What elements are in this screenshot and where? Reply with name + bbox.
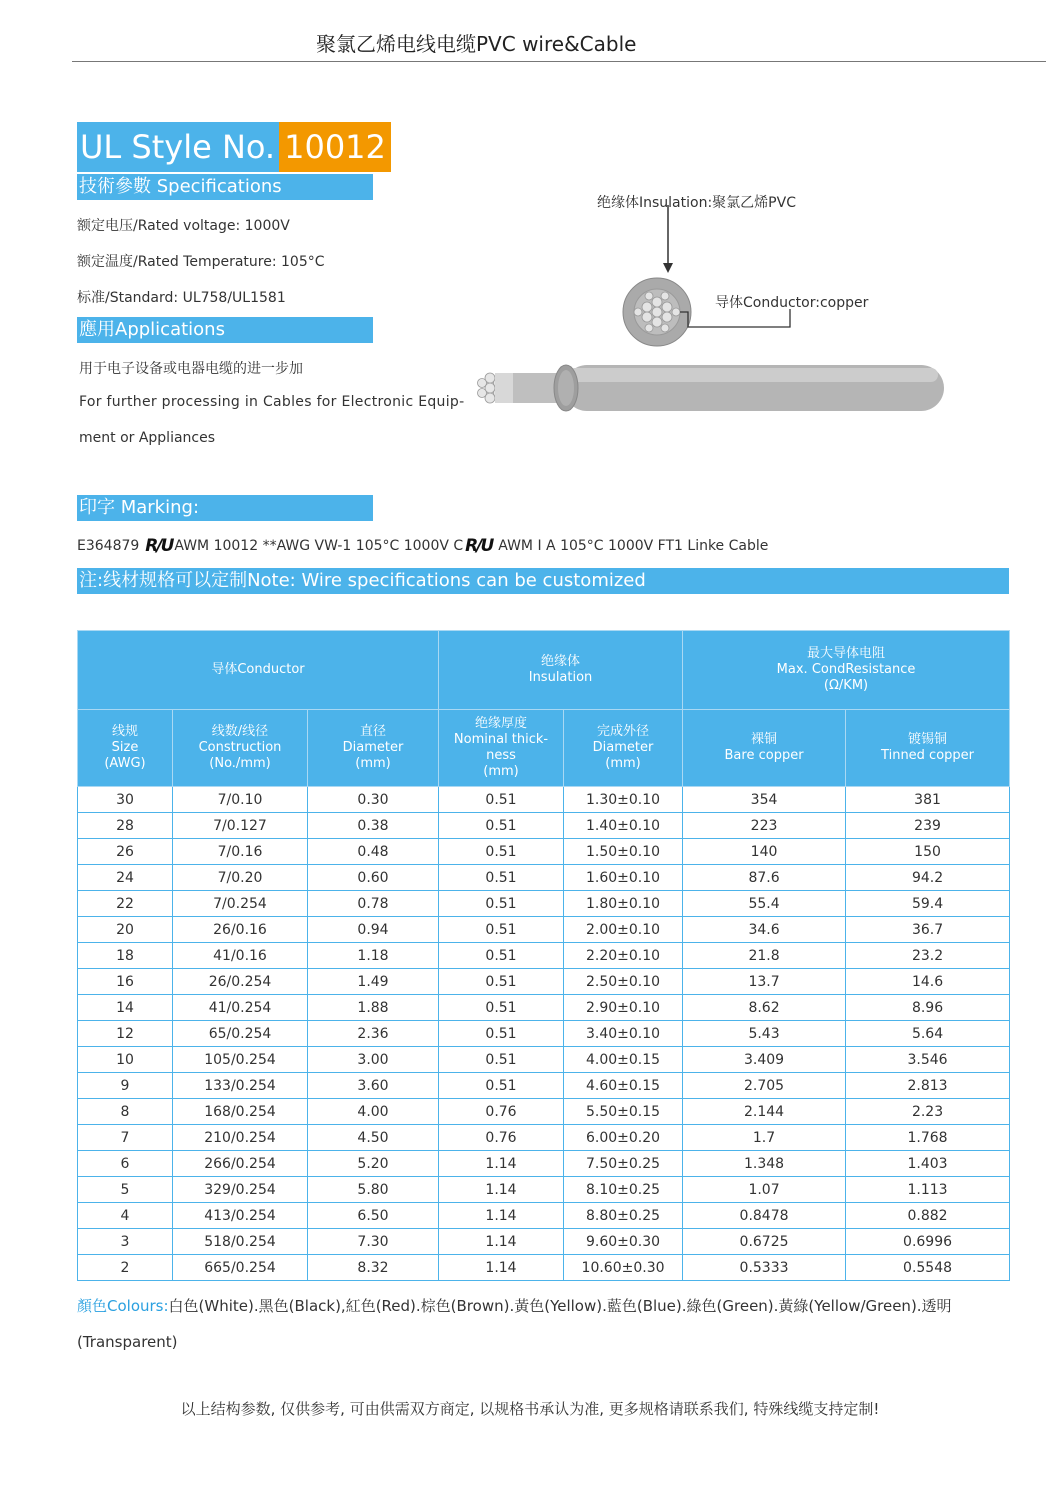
table-group-header-row xyxy=(78,631,1010,710)
table-row xyxy=(78,1255,1010,1281)
table-row xyxy=(78,1125,1010,1151)
cell-construction: 105/0.254 xyxy=(173,1047,308,1073)
table-row xyxy=(78,1177,1010,1203)
cell-bare-copper: 140 xyxy=(683,839,846,865)
cell-construction: 329/0.254 xyxy=(173,1177,308,1203)
cell-finished-diameter: 9.60±0.30 xyxy=(564,1229,683,1255)
conductor-label: 导体Conductor:copper xyxy=(715,295,869,311)
table-row xyxy=(78,917,1010,943)
cell-conductor-diameter: 0.78 xyxy=(308,891,439,917)
table-row xyxy=(78,813,1010,839)
cell-nominal-thickness: 0.51 xyxy=(439,969,564,995)
cell-size: 16 xyxy=(78,969,173,995)
applications-text-cn: 用于电子设备或电器电缆的进一步加 xyxy=(79,361,303,377)
cell-bare-copper: 0.6725 xyxy=(683,1229,846,1255)
cell-construction: 7/0.127 xyxy=(173,813,308,839)
cell-finished-diameter: 2.20±0.10 xyxy=(564,943,683,969)
cell-tinned-copper: 23.2 xyxy=(846,943,1010,969)
cell-conductor-diameter: 1.49 xyxy=(308,969,439,995)
cell-size: 26 xyxy=(78,839,173,865)
marking-heading: 印字 Marking: xyxy=(77,495,373,521)
table-row xyxy=(78,969,1010,995)
cell-conductor-diameter: 3.00 xyxy=(308,1047,439,1073)
cell-size: 18 xyxy=(78,943,173,969)
col-header-tinned-copper: 镀锡铜 Tinned copper xyxy=(846,710,1010,787)
cell-nominal-thickness: 1.14 xyxy=(439,1177,564,1203)
cell-conductor-diameter: 0.94 xyxy=(308,917,439,943)
table-row xyxy=(78,1073,1010,1099)
ul-style-number: 10012 xyxy=(279,122,391,172)
cell-construction: 518/0.254 xyxy=(173,1229,308,1255)
table-row xyxy=(78,891,1010,917)
cell-nominal-thickness: 0.51 xyxy=(439,839,564,865)
cell-finished-diameter: 4.00±0.15 xyxy=(564,1047,683,1073)
cell-construction: 26/0.254 xyxy=(173,969,308,995)
cell-size: 22 xyxy=(78,891,173,917)
cell-finished-diameter: 1.30±0.10 xyxy=(564,787,683,813)
cell-nominal-thickness: 0.76 xyxy=(439,1099,564,1125)
cell-size: 7 xyxy=(78,1125,173,1151)
cell-size: 3 xyxy=(78,1229,173,1255)
cell-size: 9 xyxy=(78,1073,173,1099)
cell-size: 30 xyxy=(78,787,173,813)
cell-size: 5 xyxy=(78,1177,173,1203)
cell-finished-diameter: 1.40±0.10 xyxy=(564,813,683,839)
cell-conductor-diameter: 8.32 xyxy=(308,1255,439,1281)
cell-size: 20 xyxy=(78,917,173,943)
cell-finished-diameter: 7.50±0.25 xyxy=(564,1151,683,1177)
cell-size: 28 xyxy=(78,813,173,839)
specification-table xyxy=(77,630,1010,1281)
cell-conductor-diameter: 0.60 xyxy=(308,865,439,891)
cell-nominal-thickness: 0.51 xyxy=(439,1047,564,1073)
cell-size: 24 xyxy=(78,865,173,891)
cell-bare-copper: 87.6 xyxy=(683,865,846,891)
cell-finished-diameter: 5.50±0.15 xyxy=(564,1099,683,1125)
table-row xyxy=(78,943,1010,969)
cell-size: 12 xyxy=(78,1021,173,1047)
cell-bare-copper: 34.6 xyxy=(683,917,846,943)
cell-construction: 65/0.254 xyxy=(173,1021,308,1047)
cell-nominal-thickness: 0.51 xyxy=(439,995,564,1021)
cell-tinned-copper: 1.403 xyxy=(846,1151,1010,1177)
table-row xyxy=(78,1099,1010,1125)
cell-size: 10 xyxy=(78,1047,173,1073)
cell-finished-diameter: 1.50±0.10 xyxy=(564,839,683,865)
ul-style-label: UL Style No. xyxy=(77,122,279,172)
table-body xyxy=(78,787,1010,1281)
cell-conductor-diameter: 5.20 xyxy=(308,1151,439,1177)
cell-conductor-diameter: 0.38 xyxy=(308,813,439,839)
colours-section xyxy=(77,1288,1027,1360)
cell-bare-copper: 0.8478 xyxy=(683,1203,846,1229)
applications-heading: 應用Applications xyxy=(77,317,373,343)
cell-bare-copper: 55.4 xyxy=(683,891,846,917)
cell-bare-copper: 223 xyxy=(683,813,846,839)
cell-tinned-copper: 2.23 xyxy=(846,1099,1010,1125)
cell-conductor-diameter: 4.50 xyxy=(308,1125,439,1151)
resistance-group-header: 最大导体电阻 Max. CondResistance (Ω/KM) xyxy=(683,631,1010,710)
cell-tinned-copper: 3.546 xyxy=(846,1047,1010,1073)
insulation-label: 绝缘体Insulation:聚氯乙烯PVC xyxy=(597,195,796,211)
cell-conductor-diameter: 3.60 xyxy=(308,1073,439,1099)
cell-bare-copper: 354 xyxy=(683,787,846,813)
cell-finished-diameter: 2.00±0.10 xyxy=(564,917,683,943)
table-row xyxy=(78,787,1010,813)
cell-finished-diameter: 6.00±0.20 xyxy=(564,1125,683,1151)
spec-standard: 标准/Standard: UL758/UL1581 xyxy=(77,290,286,306)
cell-finished-diameter: 2.50±0.10 xyxy=(564,969,683,995)
cell-construction: 7/0.20 xyxy=(173,865,308,891)
cell-bare-copper: 3.409 xyxy=(683,1047,846,1073)
colours-list: 白色(White).黑色(Black),紅色(Red).棕色(Brown).黃色(Yellow).藍色(Blue).綠色(Green).黃綠(Yellow/Green).透明(Transparent) xyxy=(77,1297,952,1351)
cell-conductor-diameter: 0.48 xyxy=(308,839,439,865)
cell-construction: 210/0.254 xyxy=(173,1125,308,1151)
cell-nominal-thickness: 1.14 xyxy=(439,1229,564,1255)
col-header-construction: 线数/线径 Construction (No./mm) xyxy=(173,710,308,787)
customization-note: 注:线材规格可以定制Note: Wire specifications can be customized xyxy=(77,568,1009,594)
marking-file-number: E364879 xyxy=(77,538,140,554)
cell-construction: 413/0.254 xyxy=(173,1203,308,1229)
cell-finished-diameter: 4.60±0.15 xyxy=(564,1073,683,1099)
cell-nominal-thickness: 0.51 xyxy=(439,813,564,839)
cable-diagram xyxy=(470,185,990,425)
cell-tinned-copper: 0.882 xyxy=(846,1203,1010,1229)
cell-construction: 7/0.254 xyxy=(173,891,308,917)
footer-disclaimer: 以上结构参数, 仅供参考, 可由供需双方商定, 以规格书承认为准, 更多规格请联系我们, 特殊线缆支持定制! xyxy=(180,1400,880,1418)
applications-text-en-1: For further processing in Cables for Electronic Equip- xyxy=(79,394,465,410)
cell-tinned-copper: 0.6996 xyxy=(846,1229,1010,1255)
cell-tinned-copper: 239 xyxy=(846,813,1010,839)
cell-bare-copper: 0.5333 xyxy=(683,1255,846,1281)
marking-awm-text: AWM 10012 **AWG VW-1 105°C 1000V C xyxy=(174,538,464,554)
ul-style-banner xyxy=(77,122,391,172)
table-row xyxy=(78,839,1010,865)
cell-construction: 7/0.16 xyxy=(173,839,308,865)
cell-conductor-diameter: 1.18 xyxy=(308,943,439,969)
cell-nominal-thickness: 0.51 xyxy=(439,865,564,891)
table-row xyxy=(78,995,1010,1021)
table-row xyxy=(78,1047,1010,1073)
col-header-bare-copper: 裸铜 Bare copper xyxy=(683,710,846,787)
cell-construction: 7/0.10 xyxy=(173,787,308,813)
cell-finished-diameter: 8.10±0.25 xyxy=(564,1177,683,1203)
cell-conductor-diameter: 5.80 xyxy=(308,1177,439,1203)
cell-bare-copper: 1.7 xyxy=(683,1125,846,1151)
cell-nominal-thickness: 1.14 xyxy=(439,1255,564,1281)
cell-finished-diameter: 1.80±0.10 xyxy=(564,891,683,917)
cell-tinned-copper: 150 xyxy=(846,839,1010,865)
cell-nominal-thickness: 0.51 xyxy=(439,787,564,813)
cell-finished-diameter: 10.60±0.30 xyxy=(564,1255,683,1281)
cell-size: 8 xyxy=(78,1099,173,1125)
cell-size: 2 xyxy=(78,1255,173,1281)
header-divider xyxy=(72,61,1046,62)
cell-conductor-diameter: 7.30 xyxy=(308,1229,439,1255)
marking-text xyxy=(77,536,768,556)
cell-bare-copper: 8.62 xyxy=(683,995,846,1021)
table-row xyxy=(78,1021,1010,1047)
cell-bare-copper: 1.07 xyxy=(683,1177,846,1203)
cell-construction: 665/0.254 xyxy=(173,1255,308,1281)
cell-finished-diameter: 2.90±0.10 xyxy=(564,995,683,1021)
cell-nominal-thickness: 0.51 xyxy=(439,1073,564,1099)
spec-rated-voltage: 额定电压/Rated voltage: 1000V xyxy=(77,218,290,234)
cell-construction: 41/0.254 xyxy=(173,995,308,1021)
insulation-group-header: 绝缘体 Insulation xyxy=(439,631,683,710)
cell-nominal-thickness: 0.51 xyxy=(439,943,564,969)
cell-conductor-diameter: 1.88 xyxy=(308,995,439,1021)
cell-conductor-diameter: 4.00 xyxy=(308,1099,439,1125)
cell-size: 6 xyxy=(78,1151,173,1177)
cell-finished-diameter: 3.40±0.10 xyxy=(564,1021,683,1047)
table-column-header-row xyxy=(78,710,1010,787)
table-row xyxy=(78,1203,1010,1229)
cell-tinned-copper: 0.5548 xyxy=(846,1255,1010,1281)
cell-finished-diameter: 8.80±0.25 xyxy=(564,1203,683,1229)
cell-tinned-copper: 59.4 xyxy=(846,891,1010,917)
cell-tinned-copper: 5.64 xyxy=(846,1021,1010,1047)
col-header-size: 线规 Size (AWG) xyxy=(78,710,173,787)
cell-construction: 26/0.16 xyxy=(173,917,308,943)
cell-nominal-thickness: 0.76 xyxy=(439,1125,564,1151)
cell-conductor-diameter: 6.50 xyxy=(308,1203,439,1229)
cell-nominal-thickness: 0.51 xyxy=(439,891,564,917)
cell-nominal-thickness: 1.14 xyxy=(439,1151,564,1177)
col-header-nominal-thickness: 绝缘厚度 Nominal thick- ness (mm) xyxy=(439,710,564,787)
conductor-group-header: 导体Conductor xyxy=(78,631,439,710)
cell-bare-copper: 13.7 xyxy=(683,969,846,995)
ur-recognized-mark-icon: R/U xyxy=(145,536,173,556)
cell-bare-copper: 5.43 xyxy=(683,1021,846,1047)
colours-label: 顏色Colours: xyxy=(77,1297,169,1315)
cell-size: 4 xyxy=(78,1203,173,1229)
cell-tinned-copper: 1.768 xyxy=(846,1125,1010,1151)
cell-tinned-copper: 1.113 xyxy=(846,1177,1010,1203)
cell-construction: 168/0.254 xyxy=(173,1099,308,1125)
table-row xyxy=(78,1151,1010,1177)
table-row xyxy=(78,1229,1010,1255)
cell-conductor-diameter: 2.36 xyxy=(308,1021,439,1047)
marking-ft1-text: AWM I A 105°C 1000V FT1 Linke Cable xyxy=(498,538,769,554)
cell-tinned-copper: 14.6 xyxy=(846,969,1010,995)
cell-bare-copper: 1.348 xyxy=(683,1151,846,1177)
spec-rated-temperature: 额定温度/Rated Temperature: 105°C xyxy=(77,254,325,270)
cell-bare-copper: 2.144 xyxy=(683,1099,846,1125)
cell-tinned-copper: 381 xyxy=(846,787,1010,813)
cur-recognized-mark-icon: R/U xyxy=(465,536,493,556)
cell-bare-copper: 2.705 xyxy=(683,1073,846,1099)
applications-text-en-2: ment or Appliances xyxy=(79,430,216,446)
cell-finished-diameter: 1.60±0.10 xyxy=(564,865,683,891)
cell-tinned-copper: 94.2 xyxy=(846,865,1010,891)
cell-tinned-copper: 8.96 xyxy=(846,995,1010,1021)
table-row xyxy=(78,865,1010,891)
cell-construction: 41/0.16 xyxy=(173,943,308,969)
cell-construction: 266/0.254 xyxy=(173,1151,308,1177)
cell-conductor-diameter: 0.30 xyxy=(308,787,439,813)
cell-nominal-thickness: 0.51 xyxy=(439,1021,564,1047)
cell-nominal-thickness: 1.14 xyxy=(439,1203,564,1229)
col-header-conductor-diameter: 直径 Diameter (mm) xyxy=(308,710,439,787)
cell-bare-copper: 21.8 xyxy=(683,943,846,969)
cell-size: 14 xyxy=(78,995,173,1021)
cell-construction: 133/0.254 xyxy=(173,1073,308,1099)
cell-tinned-copper: 36.7 xyxy=(846,917,1010,943)
cell-nominal-thickness: 0.51 xyxy=(439,917,564,943)
cell-tinned-copper: 2.813 xyxy=(846,1073,1010,1099)
specifications-heading: 技術參數 Specifications xyxy=(77,174,373,200)
page-header-title: 聚氯乙烯电线电缆PVC wire&Cable xyxy=(316,32,637,56)
col-header-finished-diameter: 完成外径 Diameter (mm) xyxy=(564,710,683,787)
